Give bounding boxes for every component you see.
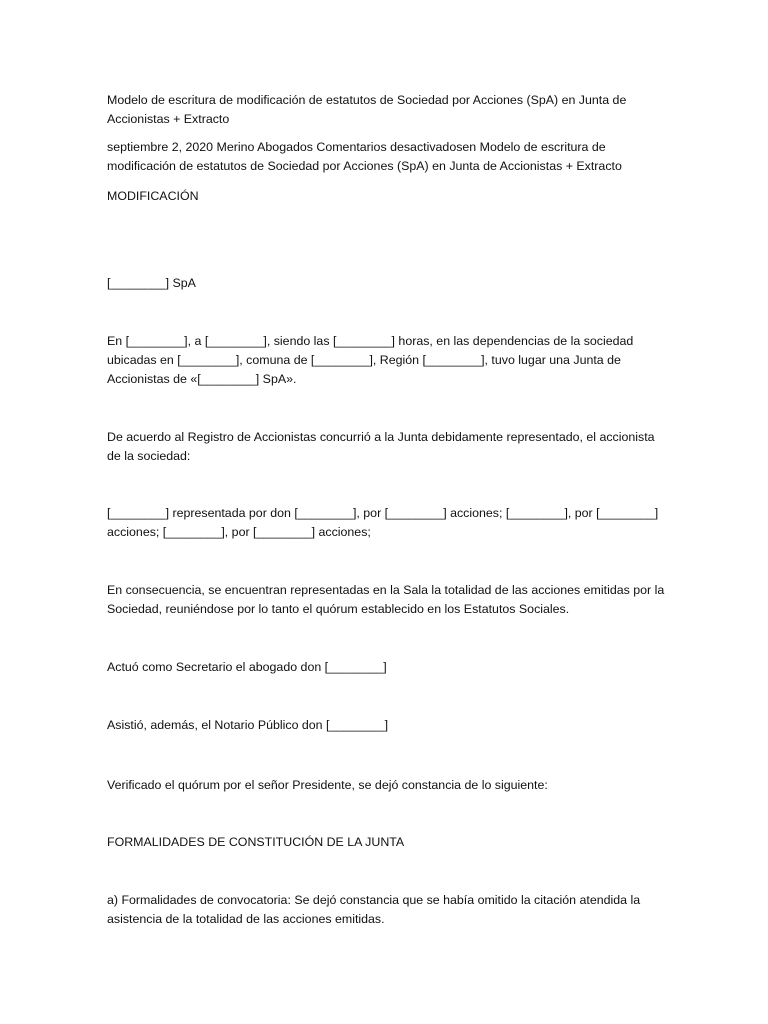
verification-paragraph: Verificado el quórum por el señor Presidente, se dejó constancia de lo siguiente: <box>107 778 548 792</box>
secretary-paragraph: Actuó como Secretario el abogado don [________] <box>107 660 387 674</box>
document-title: Modelo de escritura de modificación de estatutos de Sociedad por Acciones (SpA) en Junta de Accionistas + Extracto <box>107 93 627 126</box>
section-heading: FORMALIDADES DE CONSTITUCIÓN DE LA JUNTA <box>107 835 405 849</box>
notary-paragraph: Asistió, además, el Notario Público don [________] <box>107 718 389 732</box>
representation-paragraph: [________] representada por don [________], por [________] acciones; [________], por [________] acciones; [________], por [________] acciones; <box>107 506 659 539</box>
quorum-paragraph: En consecuencia, se encuentran representadas en la Sala la totalidad de las acciones emitidas por la Sociedad, reuniéndose por lo tanto el quórum establecido en los Estatutos Sociales. <box>107 583 665 616</box>
document-heading: MODIFICACIÓN <box>107 189 199 203</box>
registry-paragraph: De acuerdo al Registro de Accionistas concurrió a la Junta debidamente representado, el accionista de la sociedad: <box>107 430 655 463</box>
intro-paragraph: En [________], a [________], siendo las [________] horas, en las dependencias de la sociedad ubicadas en [________], comuna de [________], Región [________], tuvo lugar una Junta de Accionistas de «[________] SpA». <box>107 334 634 386</box>
convocation-paragraph: a) Formalidades de convocatoria: Se dejó constancia que se había omitido la citación atendida la asistencia de la totalidad de las acciones emitidas. <box>107 893 641 926</box>
company-name-line: [________] SpA <box>107 276 196 290</box>
document-meta-line: septiembre 2, 2020 Merino Abogados Comentarios desactivadosen Modelo de escritura de modificación de estatutos de Sociedad por Acciones (SpA) en Junta de Accionistas + Extracto <box>107 140 622 173</box>
